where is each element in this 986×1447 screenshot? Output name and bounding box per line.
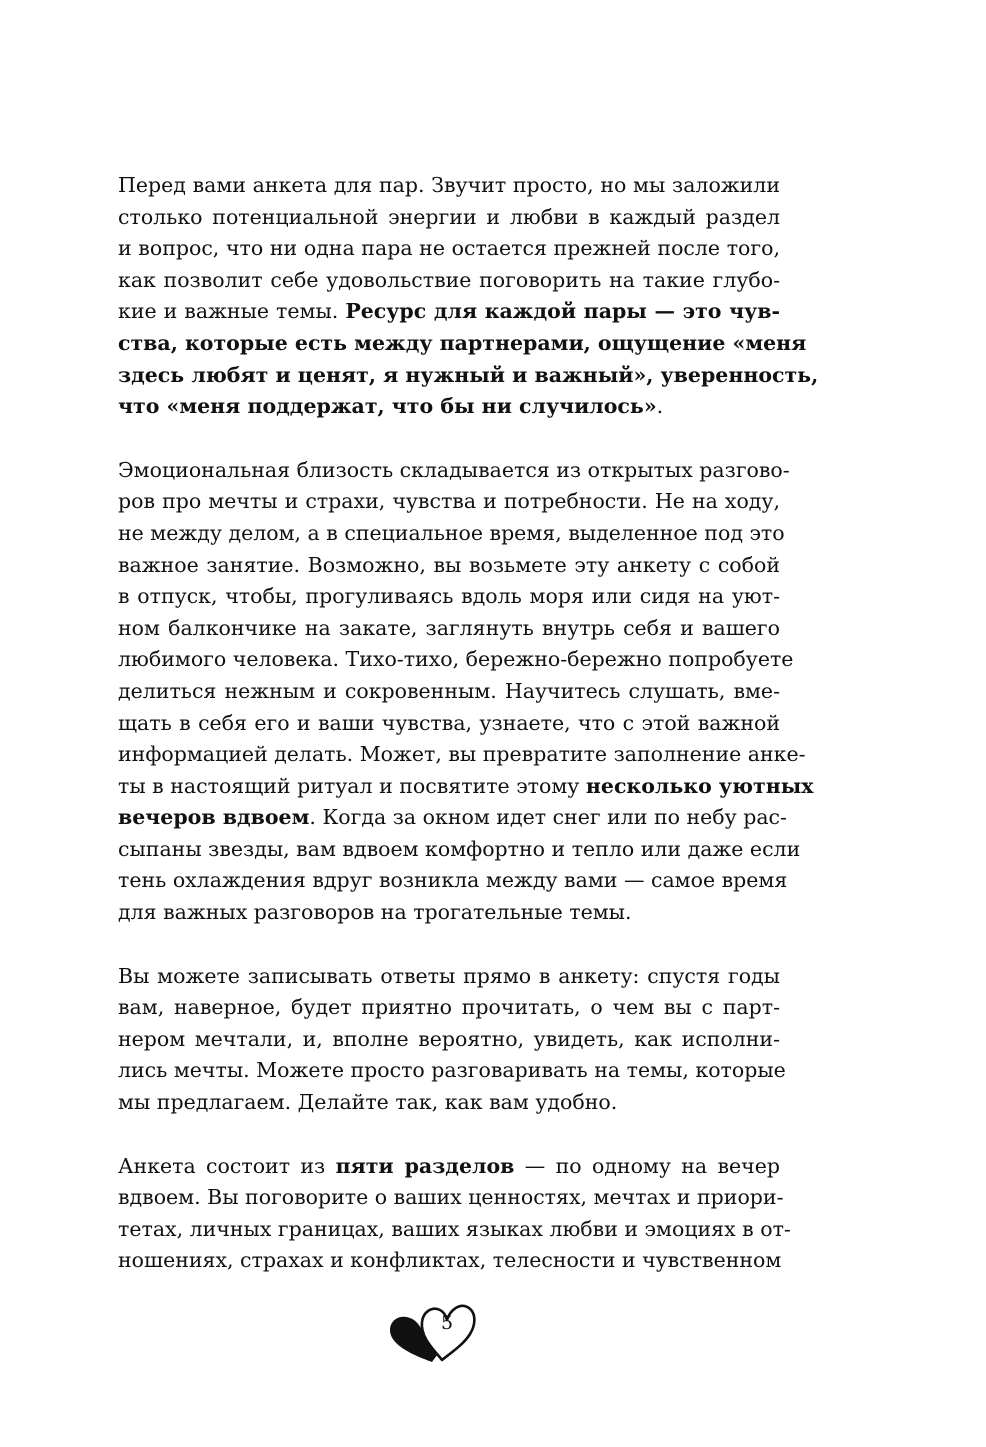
text-line [118,1245,780,1277]
text-segment: Вы можете записывать ответы прямо в анкету: спустя годы [118,963,780,988]
bold-text-segment: здесь любят и ценят, я нужный и важный», уверенность, [118,362,819,387]
text-line [118,771,814,803]
page-number: 5 [440,1312,454,1334]
text-segment: Анкета состоит из [118,1153,336,1178]
bold-text-segment: что «меня поддержат, что бы ни случилось» [118,394,657,419]
text-line [118,1214,791,1246]
text-segment: информацией делать. Может, вы превратите заполнение анке- [118,742,806,767]
text-segment: — по одному на вечер [514,1153,780,1178]
text-segment: щать в себя его и ваши чувства, узнаете, что с этой важной [118,710,780,735]
text-segment: тень охлаждения вдруг возникла между вами — самое время [118,868,788,893]
text-line [118,550,780,582]
text-segment: для важных разговоров на трогательные темы. [118,900,632,925]
text-line [118,1024,780,1056]
text-line [118,360,819,392]
text-line [118,486,780,518]
text-line [118,233,780,265]
paragraph [118,961,786,1119]
text-segment: вам, наверное, будет приятно прочитать, о чем вы с парт- [118,995,780,1020]
text-segment: . [656,394,664,419]
text-segment: вдвоем. Вы поговорите о ваших ценностях, мечтах и приори- [118,1185,784,1210]
text-line [118,1087,780,1119]
text-line [118,802,787,834]
text-line [118,613,780,645]
text-segment: ношениях, страхах и конфликтах, телесности и чувственном [118,1248,782,1273]
text-segment: Эмоциональная близость складывается из открытых разгово- [118,457,790,482]
text-line [118,992,780,1024]
page-number-badge [386,1296,478,1368]
text-segment: тетах, личных границах, ваших языках любви и эмоциях в от- [118,1216,791,1241]
text-segment: и вопрос, что ни одна пара не остается прежней после того, [118,236,780,261]
text-line [118,961,780,993]
text-line [118,897,780,929]
text-segment: ты в настоящий ритуал и посвятите этому [118,773,586,798]
text-line [118,518,785,550]
text-segment: кие и важные темы. [118,299,346,324]
paragraph [118,1151,791,1277]
text-segment: делиться нежным и сокровенным. Научитесь слушать, вме- [118,678,780,703]
bold-text-segment: Ресурс для каждой пары — это чув- [345,299,780,324]
paragraph [118,455,814,929]
text-segment: ном балкончике на закате, заглянуть внутрь себя и вашего [118,615,780,640]
text-line [118,865,788,897]
text-segment: в отпуск, чтобы, прогуливаясь вдоль моря или сидя на уют- [118,584,780,609]
text-line [118,455,790,487]
bold-text-segment: вечеров вдвоем [118,805,310,830]
text-segment: мы предлагаем. Делайте так, как вам удобно. [118,1090,618,1115]
text-line [118,265,780,297]
text-segment: нером мечтали, и, вполне вероятно, увидеть, как исполни- [118,1026,780,1051]
text-line [118,708,780,740]
text-segment: важное занятие. Возможно, вы возьмете эту анкету с собой [118,552,780,577]
bold-text-segment: несколько уютных [585,773,814,798]
text-segment: сыпаны звезды, вам вдвоем комфортно и тепло или даже если [118,836,801,861]
text-segment: как позволит себе удовольствие поговорить на такие глубо- [118,267,780,292]
text-line [118,1182,784,1214]
text-line [118,1055,786,1087]
text-line [118,1151,780,1183]
text-line [118,644,794,676]
text-line [118,296,780,328]
text-segment: . Когда за окном идет снег или по небу рас- [309,805,787,830]
text-segment: не между делом, а в специальное время, выделенное под это [118,520,785,545]
bold-text-segment: пяти разделов [335,1153,515,1178]
text-line [118,739,806,771]
text-segment: лись мечты. Можете просто разговаривать на темы, которые [118,1058,786,1083]
text-line [118,202,780,234]
page-body [118,170,819,1309]
text-segment: столько потенциальной энергии и любви в каждый раздел [118,204,780,229]
paragraph [118,170,819,423]
text-segment: ров про мечты и страхи, чувства и потребности. Не на ходу, [118,489,780,514]
text-line [118,170,780,202]
bold-text-segment: ства, которые есть между партнерами, ощущение «меня [118,330,807,355]
text-line [118,581,780,613]
text-line [118,391,780,423]
text-segment: Перед вами анкета для пар. Звучит просто, но мы заложили [118,173,780,197]
text-segment: любимого человека. Тихо-тихо, бережно-бережно попробуете [118,647,794,672]
text-line [118,834,801,866]
text-line [118,676,780,708]
text-line [118,328,807,360]
